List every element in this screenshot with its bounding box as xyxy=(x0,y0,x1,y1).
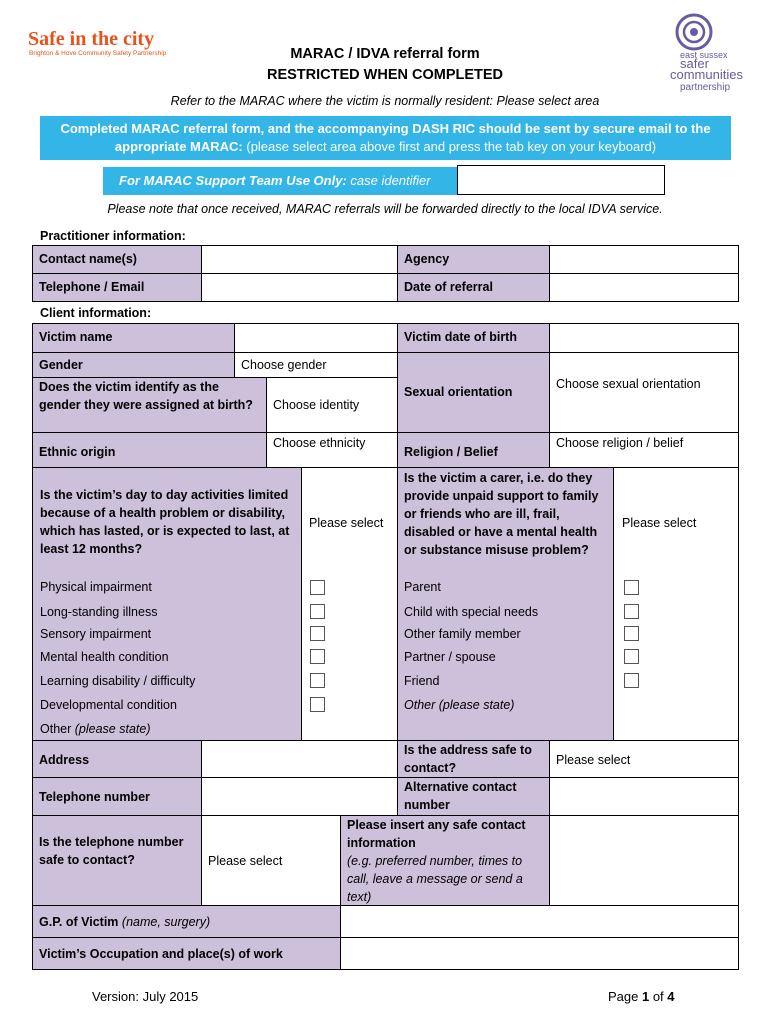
forwarding-note: Please note that once received, MARAC referrals will be forwarded directly to the local IDVA service. xyxy=(107,202,663,216)
disability-option-4: Learning disability / difficulty xyxy=(40,674,196,688)
religion-label: Religion / Belief xyxy=(397,432,550,468)
banner-line2-rest: (please select area above first and press the tab key on your keyboard) xyxy=(242,139,657,154)
sexual-orientation-select[interactable]: Choose sexual orientation xyxy=(549,352,739,433)
carer-option-4: Friend xyxy=(404,674,440,688)
telephone-number-input[interactable] xyxy=(201,777,398,816)
telephone-email-label: Telephone / Email xyxy=(32,273,202,302)
brand-logo-left-subtitle: Brighton & Hove Community Safety Partnership xyxy=(29,50,167,57)
case-identifier-input[interactable] xyxy=(457,165,665,195)
disability-option-3: Mental health condition xyxy=(40,650,169,664)
gender-select[interactable]: Choose gender xyxy=(234,352,398,378)
phone-safe-label: Is the telephone number safe to contact? xyxy=(32,815,202,906)
date-of-referral-input[interactable] xyxy=(549,273,739,302)
disability-option-1: Long-standing illness xyxy=(40,605,158,619)
page-total: 4 xyxy=(667,989,675,1004)
safe-contact-info-input[interactable] xyxy=(549,815,739,906)
disability-block xyxy=(32,467,302,741)
carer-block xyxy=(397,467,614,741)
alt-contact-input[interactable] xyxy=(549,777,739,816)
page-prefix: Page xyxy=(608,989,642,1004)
disability-question: Is the victim’s day to day activities limited because of a health problem or disability, which has lasted, or is expected to last, at least 12 months? xyxy=(40,488,290,556)
page-of: of xyxy=(649,989,668,1004)
disability-option-0: Physical impairment xyxy=(40,580,152,594)
refer-area-text: Refer to the MARAC where the victim is normally resident: Please select area xyxy=(170,94,600,108)
disability-checkbox-2[interactable] xyxy=(310,626,325,641)
sexual-orientation-label: Sexual orientation xyxy=(397,352,550,433)
occupation-label: Victim’s Occupation and place(s) of work xyxy=(32,937,341,970)
disability-checkbox-5[interactable] xyxy=(310,697,325,712)
form-restriction: RESTRICTED WHEN COMPLETED xyxy=(266,67,504,83)
disability-option-5: Developmental condition xyxy=(40,698,177,712)
disability-other-label: Other xyxy=(40,722,75,736)
phone-safe-select[interactable]: Please select xyxy=(201,815,341,906)
disability-option-other xyxy=(40,720,150,738)
carer-checkbox-0[interactable] xyxy=(624,580,639,595)
telephone-number-label: Telephone number xyxy=(32,777,202,816)
support-team-label xyxy=(103,167,457,195)
carer-checkbox-2[interactable] xyxy=(624,626,639,641)
brand-right-line1: east sussex xyxy=(680,50,728,60)
disability-checkbox-1[interactable] xyxy=(310,604,325,619)
version-text: Version: July 2015 xyxy=(92,989,199,1004)
brand-right-line4: partnership xyxy=(680,82,731,93)
support-label-bold: For MARAC Support Team Use Only: xyxy=(119,173,347,188)
address-label: Address xyxy=(32,740,202,778)
telephone-email-input[interactable] xyxy=(201,273,398,302)
carer-checkbox-4[interactable] xyxy=(624,673,639,688)
disability-checkbox-column xyxy=(301,467,398,741)
victim-name-input[interactable] xyxy=(234,323,398,353)
carer-select[interactable]: Please select xyxy=(622,516,697,530)
carer-option-2: Other family member xyxy=(404,627,521,641)
victim-dob-label: Victim date of birth xyxy=(397,323,550,353)
address-safe-select[interactable]: Please select xyxy=(549,740,739,778)
contact-names-label: Contact name(s) xyxy=(32,245,202,274)
brand-right-line3: communities xyxy=(670,67,743,82)
ethnicity-select[interactable]: Choose ethnicity xyxy=(266,432,398,468)
carer-option-3: Partner / spouse xyxy=(404,650,496,664)
religion-select[interactable]: Choose religion / belief xyxy=(549,432,739,468)
brand-logo-left: Safe in the city xyxy=(28,28,155,50)
page-number: 1 xyxy=(641,989,650,1004)
occupation-input[interactable] xyxy=(340,937,739,970)
send-instructions-banner xyxy=(40,116,731,160)
address-safe-label: Is the address safe to contact? xyxy=(397,740,550,778)
client-heading: Client information: xyxy=(40,306,152,320)
carer-option-1: Child with special needs xyxy=(404,605,539,619)
alt-contact-label: Alternative contact number xyxy=(397,777,550,816)
disability-other-hint: (please state) xyxy=(74,722,151,736)
safe-contact-info-label xyxy=(340,815,550,906)
identify-question-label: Does the victim identify as the gender they were assigned at birth? xyxy=(32,377,267,433)
support-label-rest: case identifier xyxy=(346,173,431,188)
carer-checkbox-1[interactable] xyxy=(624,604,639,619)
disability-checkbox-3[interactable] xyxy=(310,649,325,664)
disability-option-2: Sensory impairment xyxy=(40,627,152,641)
date-of-referral-label: Date of referral xyxy=(397,273,550,302)
brand-right-line2: safer xyxy=(680,56,709,71)
carer-question: Is the victim a carer, i.e. do they provide unpaid support to family or friends who are ill, frail, disabled or have a mental health or substance misuse problem? xyxy=(404,471,599,557)
safe-contact-info-hint: (e.g. preferred number, times to call, leave a message or send a text) xyxy=(347,854,523,904)
victim-name-label: Victim name xyxy=(32,323,235,353)
carer-option-other: Other (please state) xyxy=(404,698,515,712)
banner-line2-bold: appropriate MARAC: xyxy=(114,139,243,154)
gp-label xyxy=(32,905,341,938)
gp-label-bold: G.P. of Victim xyxy=(39,915,122,929)
banner-line1: Completed MARAC referral form, and the accompanying DASH RIC should be sent by secure email to the xyxy=(60,121,711,136)
address-input[interactable] xyxy=(201,740,398,778)
ethnic-origin-label: Ethnic origin xyxy=(32,432,267,468)
form-title: MARAC / IDVA referral form xyxy=(290,46,480,62)
disability-checkbox-4[interactable] xyxy=(310,673,325,688)
gender-label: Gender xyxy=(32,352,235,378)
carer-option-0: Parent xyxy=(404,580,441,594)
gp-label-hint: (name, surgery) xyxy=(121,915,211,929)
practitioner-heading: Practitioner information: xyxy=(40,229,186,243)
safe-contact-info-title: Please insert any safe contact information xyxy=(347,818,526,850)
gp-input[interactable] xyxy=(340,905,739,938)
identity-select[interactable]: Choose identity xyxy=(266,377,398,433)
victim-dob-input[interactable] xyxy=(549,323,739,353)
contact-names-input[interactable] xyxy=(201,245,398,274)
disability-checkbox-0[interactable] xyxy=(310,580,325,595)
agency-label: Agency xyxy=(397,245,550,274)
page-indicator xyxy=(608,989,675,1004)
carer-checkbox-3[interactable] xyxy=(624,649,639,664)
carer-checkbox-column xyxy=(613,467,739,741)
disability-select[interactable]: Please select xyxy=(309,516,384,530)
agency-input[interactable] xyxy=(549,245,739,274)
